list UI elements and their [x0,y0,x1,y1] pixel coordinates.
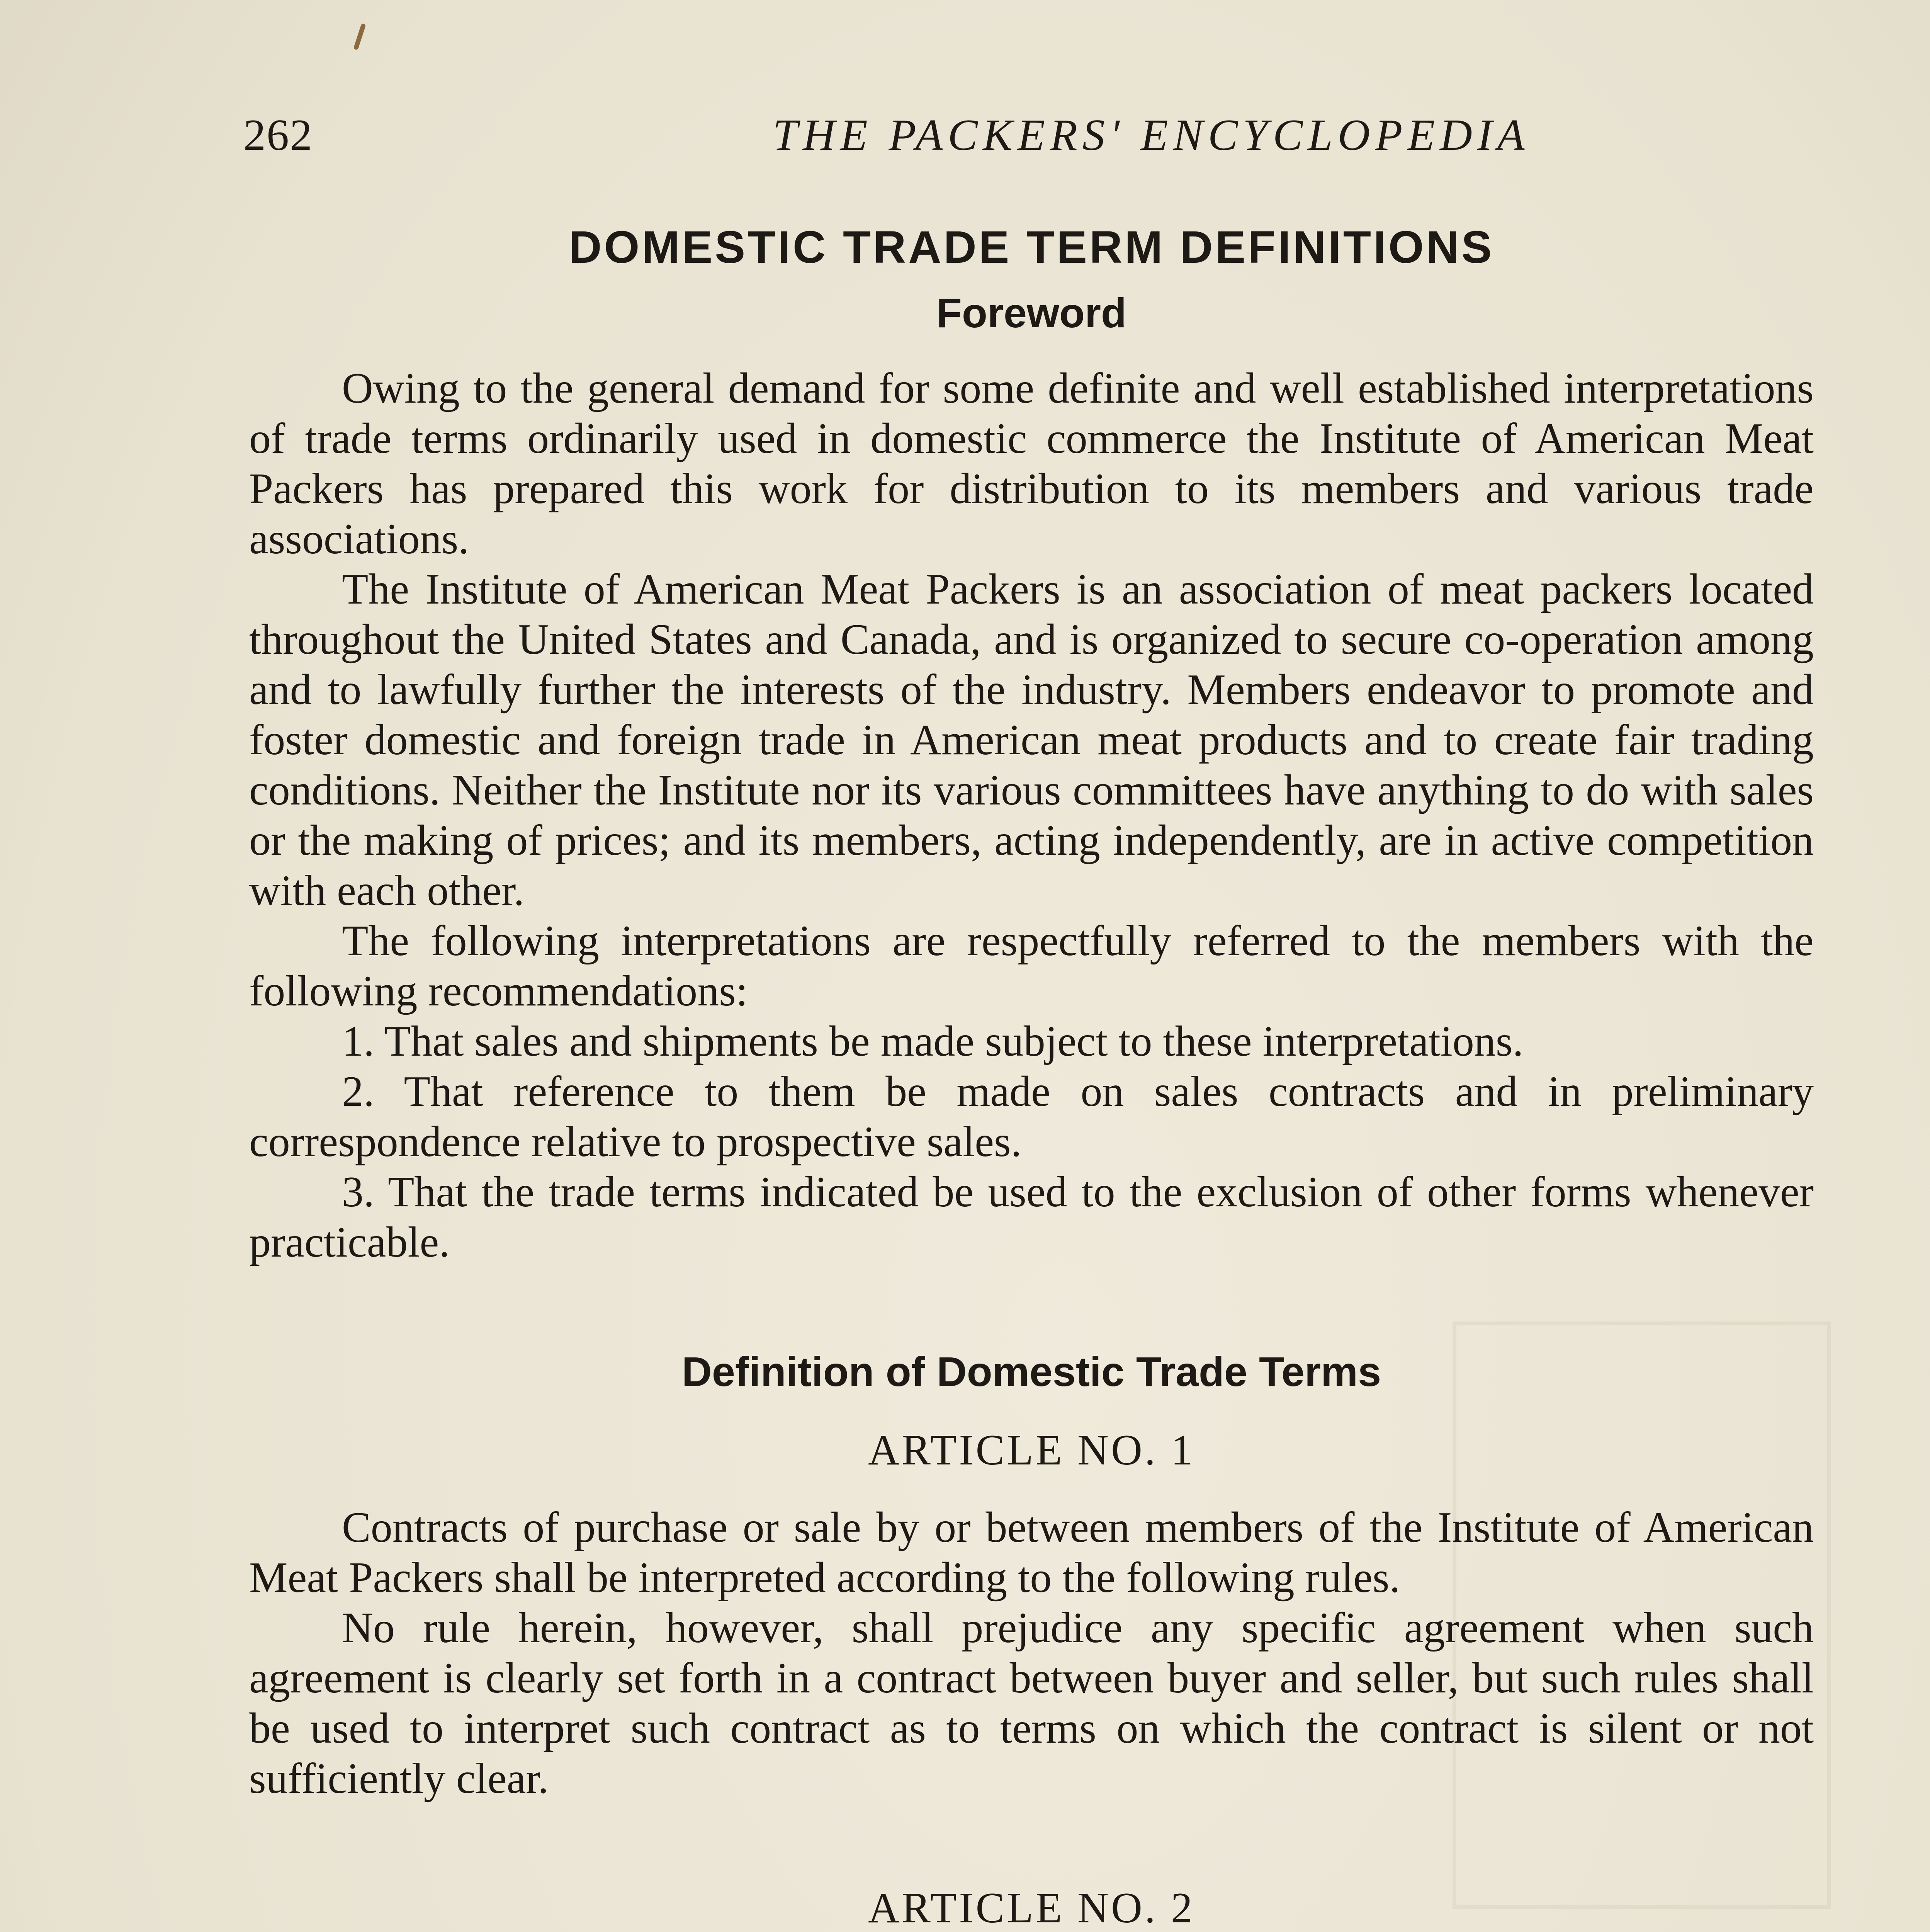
running-head [243,104,1820,166]
article-heading: ARTICLE NO. 2 [868,1884,1195,1932]
running-title: THE PACKERS' ENCYCLOPEDIA [773,111,1530,160]
article-heading: ARTICLE NO. 1 [868,1426,1195,1474]
paragraph: No rule herein, however, shall prejudice any specific agreement when such agreement is clearly set forth in a contract between buyer and seller, but such rules shall be used to interpret such contract as to terms on which the contract is silent or not sufficiently clear. [249,1604,1814,1803]
definition-heading: Definition of Domestic Trade Terms [681,1348,1381,1395]
recommendation-item: 2. That reference to them be made on sales contracts and in preliminary correspondence relative to prospective sales. [249,1068,1814,1166]
paragraph: Contracts of purchase or sale by or between members of the Institute of American Meat Packers shall be interpreted according to the following rules. [249,1503,1814,1602]
paragraph: The Institute of American Meat Packers is an association of meat packers located throughout the United States and Canada, and is organized to secure co-operation among and to lawfully further the interests of the industry. Members endeavor to promote and foster domestic and foreign trade in American meat products and to create fair trading conditions. Neither the Institute nor its various committees have anything to do with sales or the making of prices; and its members, acting independently, are in active competition with each other. [249,565,1814,915]
paragraph: Owing to the general demand for some definite and well established interpretations of trade terms ordinarily used in domestic commerce the Institute of American Meat Packers has prepared this work for distribution to its members and various trade associations. [249,364,1814,563]
pencil-tick-mark [353,23,366,50]
section-title: DOMESTIC TRADE TERM DEFINITIONS [569,222,1494,273]
recommendation-item: 1. That sales and shipments be made subject to these interpretations. [342,1017,1524,1065]
article-1-body [249,1502,1814,1804]
foreword-heading: Foreword [936,289,1126,336]
page-number: 262 [243,111,313,160]
recommendation-item: 3. That the trade terms indicated be used to the exclusion of other forms whenever practicable. [249,1168,1814,1266]
foreword-body [249,363,1814,1267]
paragraph: The following interpretations are respectfully referred to the members with the following recommendations: [249,917,1814,1015]
